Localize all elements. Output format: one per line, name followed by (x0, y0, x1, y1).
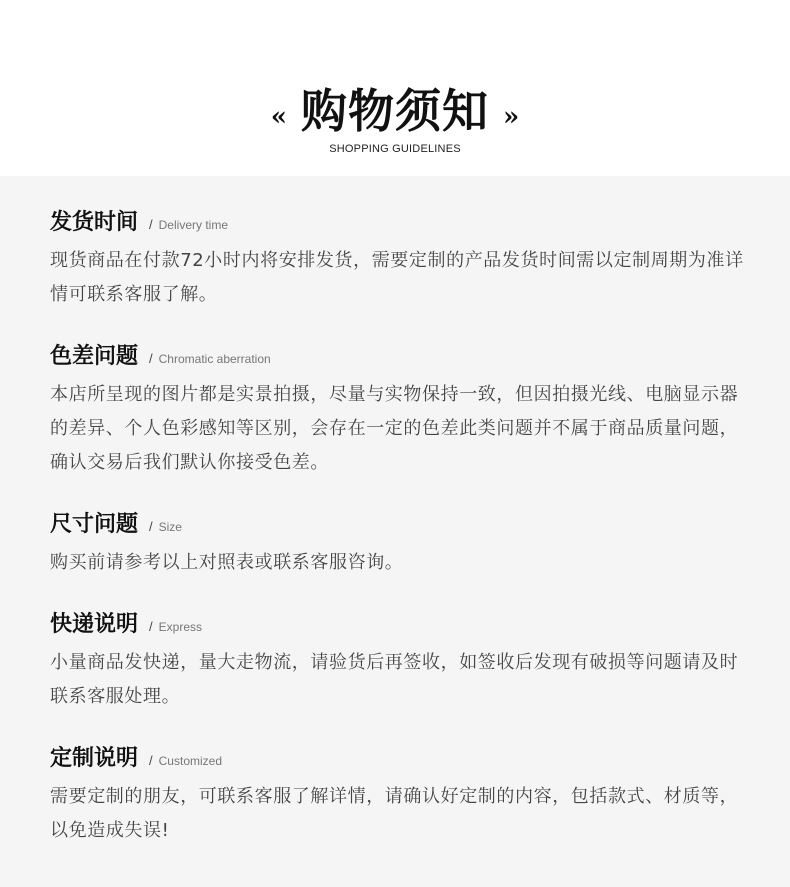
section-title: 色差问题 (50, 344, 139, 369)
section-header (50, 342, 760, 372)
section-body: 小量商品发快递，量大走物流，请验货后再签收，如签收后发现有破损等问题请及时联系客服处理。 (50, 652, 739, 707)
section-title: 发货时间 (50, 210, 139, 235)
page-title: 购物须知 (301, 84, 489, 138)
section-header (50, 208, 760, 238)
section-separator: / (149, 519, 153, 534)
header-title-row (0, 84, 790, 138)
section-size (50, 510, 760, 580)
section-english-title: Chromatic aberration (158, 352, 271, 366)
section-delivery-time (50, 208, 760, 312)
section-english-title: Customized (158, 754, 222, 768)
section-english-title: Express (158, 620, 202, 634)
section-separator: / (149, 217, 153, 232)
section-header (50, 610, 760, 640)
section-body: 需要定制的朋友，可联系客服了解详情，请确认好定制的内容，包括款式、材质等，以免造成失误! (50, 786, 739, 841)
section-title: 定制说明 (50, 746, 139, 771)
section-body: 购买前请参考以上对照表或联系客服咨询。 (50, 552, 404, 573)
section-express (50, 610, 760, 714)
section-title: 尺寸问题 (50, 512, 139, 537)
header (0, 0, 790, 176)
section-chromatic-aberration (50, 342, 760, 480)
section-separator: / (149, 619, 153, 634)
section-customized (50, 744, 760, 848)
right-quote-mark: » (503, 102, 520, 132)
left-quote-mark: « (270, 102, 287, 132)
section-separator: / (149, 753, 153, 768)
section-body: 本店所呈现的图片都是实景拍摄，尽量与实物保持一致，但因拍摄光线、电脑显示器的差异、个人色彩感知等区别，会存在一定的色差此类问题并不属于商品质量问题，确认交易后我们默认你接受色差。 (50, 384, 739, 473)
section-header (50, 510, 760, 540)
section-body: 现货商品在付款72小时内将安排发货，需要定制的产品发货时间需以定制周期为准详情可联系客服了解。 (50, 250, 744, 305)
section-english-title: Delivery time (158, 218, 228, 232)
section-title: 快递说明 (50, 612, 139, 637)
section-header (50, 744, 760, 774)
page-subtitle: SHOPPING GUIDELINES (329, 143, 461, 155)
section-separator: / (149, 351, 153, 366)
section-english-title: Size (158, 520, 182, 534)
